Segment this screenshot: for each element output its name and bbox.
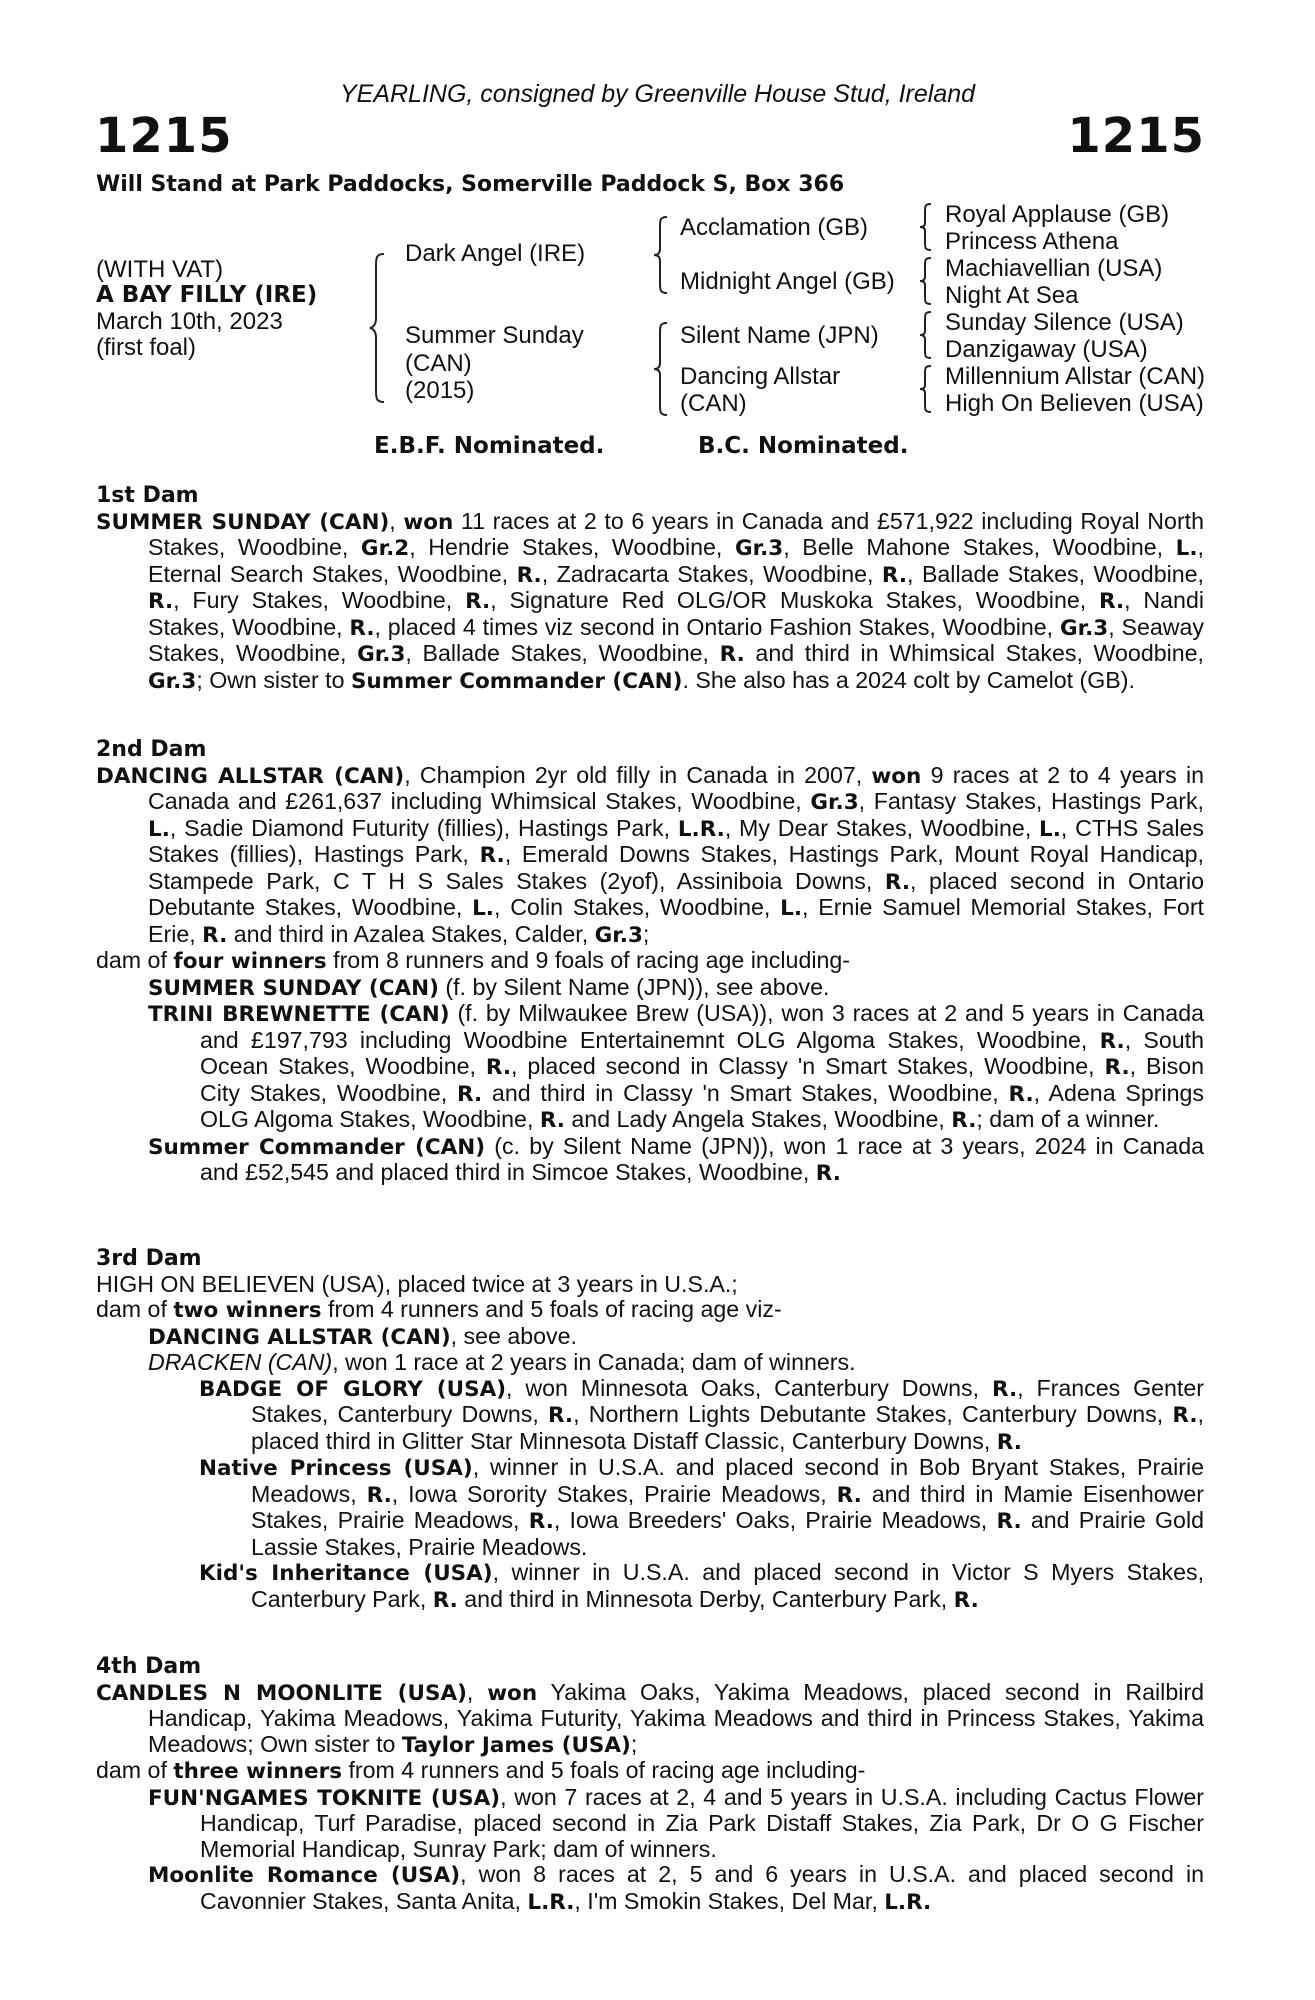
second-dam-record: DANCING ALLSTAR (CAN), Champion 2yr old filly in Canada in 2007, won 9 races at 2 to 4 years in Canada and £261,637 including Whimsical Stakes, Woodbine, Gr.3, Fantasy Stakes, Hastings Park, L., Sadie Diamond Futurity (fillies), Hastings Park, L.R., My Dear Stakes, Woodbine, L., CTHS Sales Stakes (fillies), Hastings Park, R., Emerald Downs Stakes, Hastings Park, Mount Royal Handicap, Stampede Park, C T H S Sales Stakes (2yof), Assiniboia Downs, R., placed second in Ontario Debutante Stakes, Woodbine, L., Colin Stakes, Woodbine, L., Ernie Samuel Memorial Stakes, Fort Erie, R. and third in Azalea Stakes, Calder, Gr.3;: [96, 761, 1205, 948]
lot-number-right: 1215: [1067, 108, 1205, 164]
second-dam-produce-3: Summer Commander (CAN) (c. by Silent Name (JPN)), won 1 race at 3 years, 2024 in Canada and £52,545 and placed third in Simcoe Stakes, Woodbine, R.: [148, 1132, 1204, 1186]
consignment-line: YEARLING, consigned by Greenville House Stud, Ireland: [339, 80, 976, 108]
subject-note: (first foal): [96, 334, 197, 361]
second-dam-title: 2nd Dam: [96, 737, 207, 762]
brace-sire: [652, 215, 670, 295]
gg-4: Night At Sea: [945, 282, 1079, 309]
second-dam-produce-summary: dam of four winners from 8 runners and 9 foals of racing age including-: [96, 947, 851, 974]
gg-2: Princess Athena: [945, 228, 1119, 255]
third-dam-produce-2: DRACKEN (CAN), won 1 race at 2 years in Canada; dam of winners.: [148, 1349, 856, 1375]
gg-1: Royal Applause (GB): [945, 201, 1170, 228]
vat-note: (WITH VAT): [96, 256, 224, 283]
brace-gg2: [918, 256, 934, 306]
first-dam-title: 1st Dam: [96, 483, 199, 508]
dam-year: (2015): [405, 377, 475, 404]
fourth-dam-section: [96, 1654, 1204, 1915]
dam-name-line2: (CAN): [405, 350, 472, 377]
third-dam-grandproduce-2: Native Princess (USA), winner in U.S.A. and placed second in Bob Bryant Stakes, Prairie Meadows, R., Iowa Sorority Stakes, Prairie Meadows, R. and third in Mamie Eisenhower Stakes, Prairie Meadows, R., Iowa Breeders' Oaks, Prairie Meadows, R. and Prairie Gold Lassie Stakes, Prairie Meadows.: [199, 1454, 1204, 1560]
first-dam-section: [96, 483, 1204, 694]
fourth-dam-record: CANDLES N MOONLITE (USA), won Yakima Oaks, Yakima Meadows, placed second in Railbird Handicap, Yakima Meadows, Yakima Futurity, Yakima Meadows and third in Princess Stakes, Yakima Meadows; Own sister to Taylor James (USA);: [96, 1678, 1204, 1758]
stand-location: Will Stand at Park Paddocks, Somerville Paddock S, Box 366: [96, 172, 845, 197]
dam-dam-line1: Dancing Allstar: [680, 363, 841, 390]
second-dam-section: [96, 737, 1204, 1187]
second-dam-produce-1: SUMMER SUNDAY (CAN) (f. by Silent Name (JPN)), see above.: [148, 973, 830, 1001]
ebf-nominated: E.B.F. Nominated.: [374, 433, 605, 459]
third-dam-grandproduce-1: BADGE OF GLORY (USA), won Minnesota Oaks, Canterbury Downs, R., Frances Genter Stakes, Canterbury Downs, R., Northern Lights Debutante Stakes, Canterbury Downs, R., placed third in Glitter Star Minnesota Distaff Classic, Canterbury Downs, R.: [199, 1374, 1204, 1455]
gg-8: High On Believen (USA): [945, 390, 1204, 417]
subject-name: A BAY FILLY (IRE): [96, 282, 318, 308]
sire-dam: Midnight Angel (GB): [680, 268, 895, 295]
first-dam-record: SUMMER SUNDAY (CAN), won 11 races at 2 to 6 years in Canada and £571,922 including Royal North Stakes, Woodbine, Gr.2, Hendrie Stakes, Woodbine, Gr.3, Belle Mahone Stakes, Woodbine, L., Eternal Search Stakes, Woodbine, R., Zadracarta Stakes, Woodbine, R., Ballade Stakes, Woodbine, R., Fury Stakes, Woodbine, R., Signature Red OLG/OR Muskoka Stakes, Woodbine, R., Nandi Stakes, Woodbine, R., placed 4 times viz second in Ontario Fashion Stakes, Woodbine, Gr.3, Seaway Stakes, Woodbine, Gr.3, Ballade Stakes, Woodbine, R. and third in Whimsical Stakes, Woodbine, Gr.3; Own sister to Summer Commander (CAN). She also has a 2024 colt by Camelot (GB).: [96, 507, 1205, 694]
third-dam-produce-summary: dam of two winners from 4 runners and 5 foals of racing age viz-: [96, 1296, 782, 1323]
second-dam-produce-2: TRINI BREWNETTE (CAN) (f. by Milwaukee Brew (USA)), won 3 races at 2 and 5 years in Canada and £197,793 including Woodbine Entertainemnt OLG Algoma Stakes, Woodbine, R., South Ocean Stakes, Woodbine, R., placed second in Classy 'n Smart Stakes, Woodbine, R., Bison City Stakes, Woodbine, R. and third in Classy 'n Smart Stakes, Woodbine, R., Adena Springs OLG Algoma Stakes, Woodbine, R. and Lady Angela Stakes, Woodbine, R.; dam of a winner.: [148, 1000, 1205, 1133]
sire-sire: Acclamation (GB): [680, 214, 869, 241]
lot-number-left: 1215: [95, 108, 233, 164]
dam-sire: Silent Name (JPN): [680, 322, 879, 349]
brace-gg4: [918, 364, 934, 414]
dam-dam-line2: (CAN): [680, 390, 747, 417]
brace-subject: [368, 252, 388, 404]
gg-5: Sunday Silence (USA): [945, 309, 1184, 336]
dam-name-line1: Summer Sunday: [405, 322, 584, 349]
fourth-dam-title: 4th Dam: [96, 1654, 202, 1679]
fourth-dam-produce-1: FUN'NGAMES TOKNITE (USA), won 7 races at 2, 4 and 5 years in U.S.A. including Cactus Flower Handicap, Turf Paradise, placed second in Zia Park Distaff Stakes, Zia Park, Dr O G Fischer Memorial Handicap, Sunray Park; dam of winners.: [148, 1783, 1204, 1862]
brace-dam: [652, 321, 670, 417]
third-dam-record: HIGH ON BELIEVEN (USA), placed twice at 3 years in U.S.A.;: [96, 1270, 738, 1297]
third-dam-grandproduce-3: Kid's Inheritance (USA), winner in U.S.A. and placed second in Victor S Myers Stakes, Canterbury Park, R. and third in Minnesota Derby, Canterbury Park, R.: [199, 1559, 1205, 1613]
gg-3: Machiavellian (USA): [945, 255, 1163, 282]
gg-7: Millennium Allstar (CAN): [945, 363, 1206, 390]
brace-gg1: [918, 202, 934, 252]
third-dam-section: [96, 1246, 1204, 1613]
third-dam-produce-1: DANCING ALLSTAR (CAN), see above.: [148, 1322, 577, 1350]
gg-6: Danzigaway (USA): [945, 336, 1148, 363]
bc-nominated: B.C. Nominated.: [698, 433, 909, 459]
fourth-dam-produce-2: Moonlite Romance (USA), won 8 races at 2, 5 and 6 years in U.S.A. and placed second in Cavonnier Stakes, Santa Anita, L.R., I'm Smokin Stakes, Del Mar, L.R.: [148, 1861, 1204, 1915]
third-dam-title: 3rd Dam: [96, 1246, 202, 1271]
fourth-dam-produce-summary: dam of three winners from 4 runners and 5 foals of racing age including-: [96, 1757, 866, 1784]
sire-name: Dark Angel (IRE): [405, 240, 586, 267]
brace-gg3: [918, 310, 934, 360]
subject-dob: March 10th, 2023: [96, 308, 283, 335]
